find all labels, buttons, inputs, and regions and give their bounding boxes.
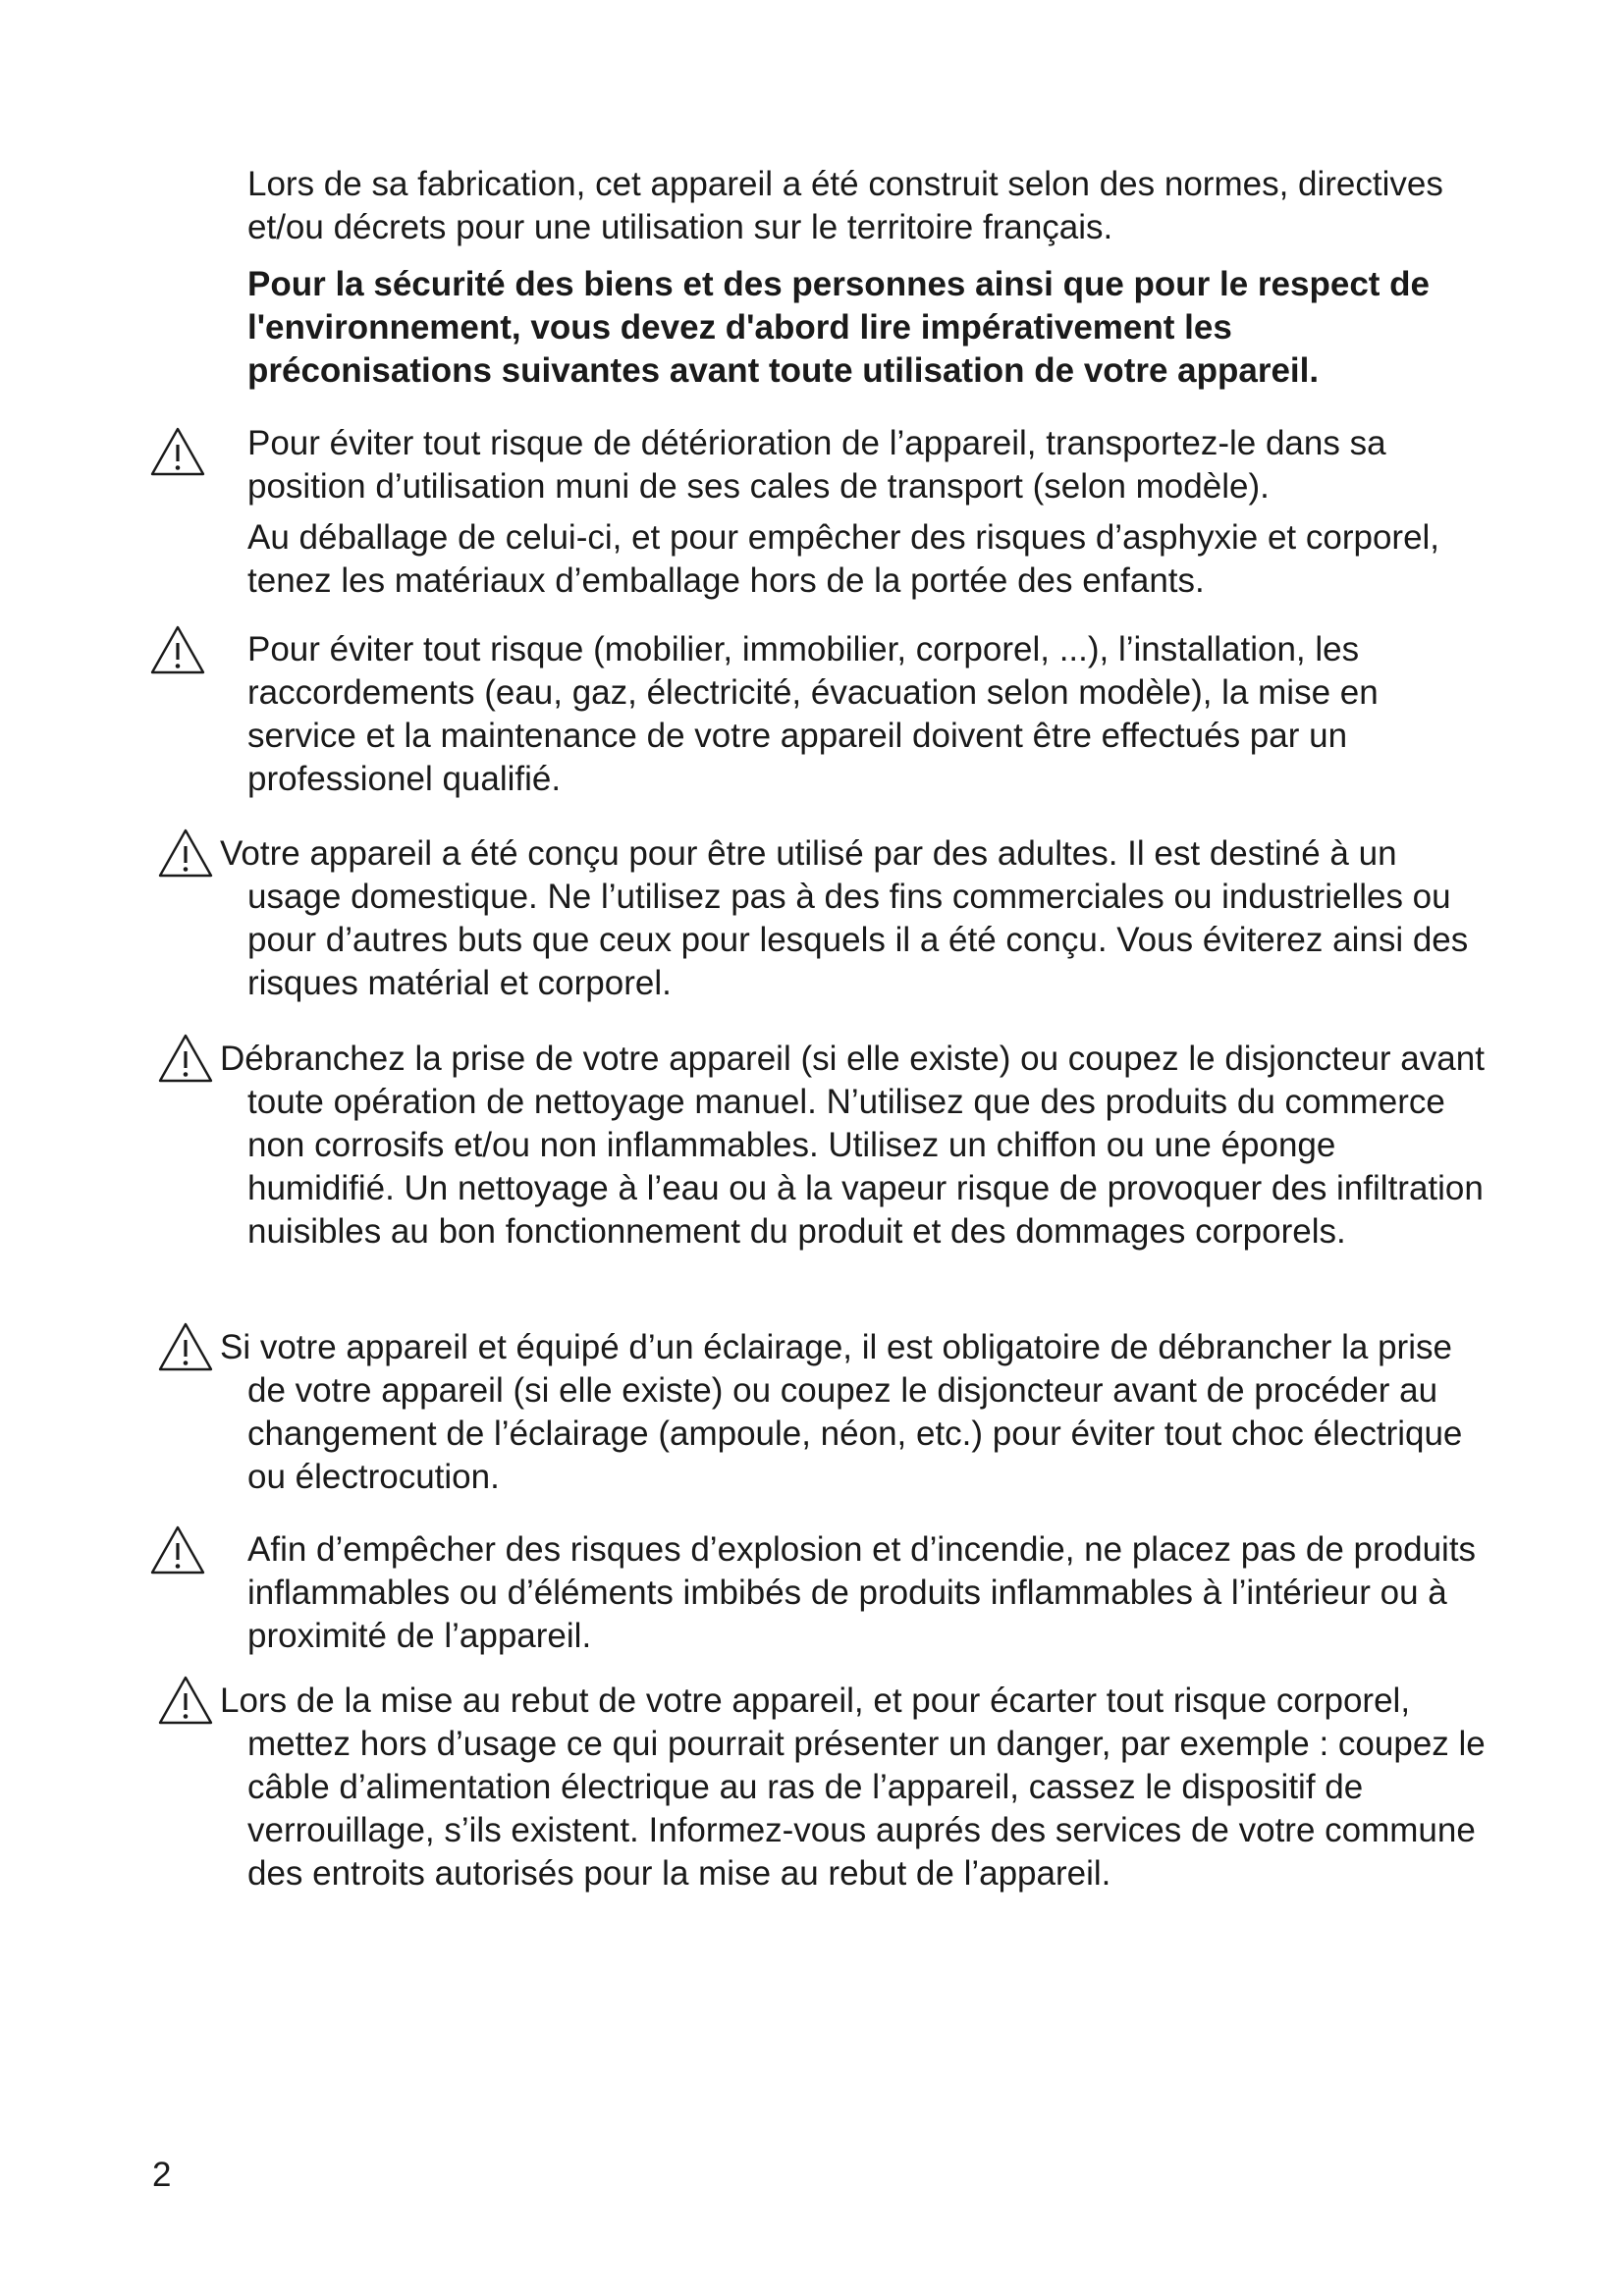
warning-triangle-icon	[157, 1033, 214, 1084]
intro-paragraph: Lors de sa fabrication, cet appareil a été construit selon des normes, directives et/ou décrets pour une utilisation sur le territoire français.	[247, 165, 1443, 246]
warning-item-transport	[247, 422, 1494, 603]
warning-triangle-icon	[149, 624, 206, 675]
warning-item-disposal	[220, 1680, 1487, 1896]
warning-text: Pour éviter tout risque de détérioration de l’appareil, transportez-le dans sa position d’utilisation muni de ses cales de transport (selon modèle).	[247, 424, 1386, 506]
warning-text: Pour éviter tout risque (mobilier, immobilier, corporel, ...), l’installation, les raccordements (eau, gaz, électricité, évacuation selon modèle), la mise en service et la maintenance de votre appareil doivent être effectués par un professionel qualifié.	[247, 630, 1379, 798]
warning-text: Débranchez la prise de votre appareil (si elle existe) ou coupez le disjoncteur avant toute opération de nettoyage manuel. N’utilisez que des produits du commerce non corrosifs et/ou non inflammables. Utilisez un chiffon ou une éponge humidifié. Un nettoyage à l’eau ou à la vapeur risque de provoquer des infiltration nuisibles au bon fonctionnement du produit et des dommages corporels.	[220, 1040, 1485, 1251]
warning-text: Afin d’empêcher des risques d’explosion et d’incendie, ne placez pas de produits inflammables ou d’éléments imbibés de produits inflammables à l’intérieur ou à proximité de l’appareil.	[247, 1530, 1477, 1655]
page-number: 2	[152, 2156, 172, 2194]
warning-triangle-icon	[149, 426, 206, 477]
warning-text: Lors de la mise au rebut de votre appareil, et pour écarter tout risque corporel, mettez hors d’usage ce qui pourrait présenter un danger, par exemple : coupez le câble d’alimentation électrique au ras de l’appareil, cassez le dispositif de verrouillage, s’ils existent. Informez-vous auprés des services de votre commune des entroits autorisés pour la mise au rebut de l’appareil.	[220, 1682, 1486, 1893]
safety-notice-bold: Pour la sécurité des biens et des personnes ainsi que pour le respect de l'environnement, vous devez d'abord lire impérativement les préconisations suivantes avant toute utilisation de votre appareil.	[247, 265, 1431, 390]
warning-triangle-icon	[157, 828, 214, 879]
warning-item-usage	[220, 832, 1487, 1005]
warning-text: Si votre appareil et équipé d’un éclairage, il est obligatoire de débrancher la prise de votre appareil (si elle existe) ou coupez le disjoncteur avant de procéder au changement de l’éclairage (ampoule, néon, etc.) pour éviter tout choc électrique ou électrocution.	[220, 1328, 1463, 1496]
warning-item-cleaning	[220, 1038, 1487, 1254]
warning-triangle-icon	[157, 1675, 214, 1726]
warning-item-lighting	[220, 1326, 1487, 1499]
warning-triangle-icon	[157, 1321, 214, 1372]
warning-triangle-icon	[149, 1524, 206, 1575]
warning-text: Votre appareil a été conçu pour être utilisé par des adultes. Il est destiné à un usage domestique. Ne l’utilisez pas à des fins commerciales ou industrielles ou pour d’autres buts que ceux pour lesquels il a été conçu. Vous éviterez ainsi des risques matérial et corporel.	[220, 834, 1469, 1002]
warning-item-fire	[247, 1528, 1494, 1658]
intro-section	[247, 163, 1485, 393]
warning-text: Au déballage de celui-ci, et pour empêcher des risques d’asphyxie et corporel, tenez les matériaux d’emballage hors de la portée des enfants.	[247, 518, 1440, 600]
warning-item-installation	[247, 628, 1494, 801]
